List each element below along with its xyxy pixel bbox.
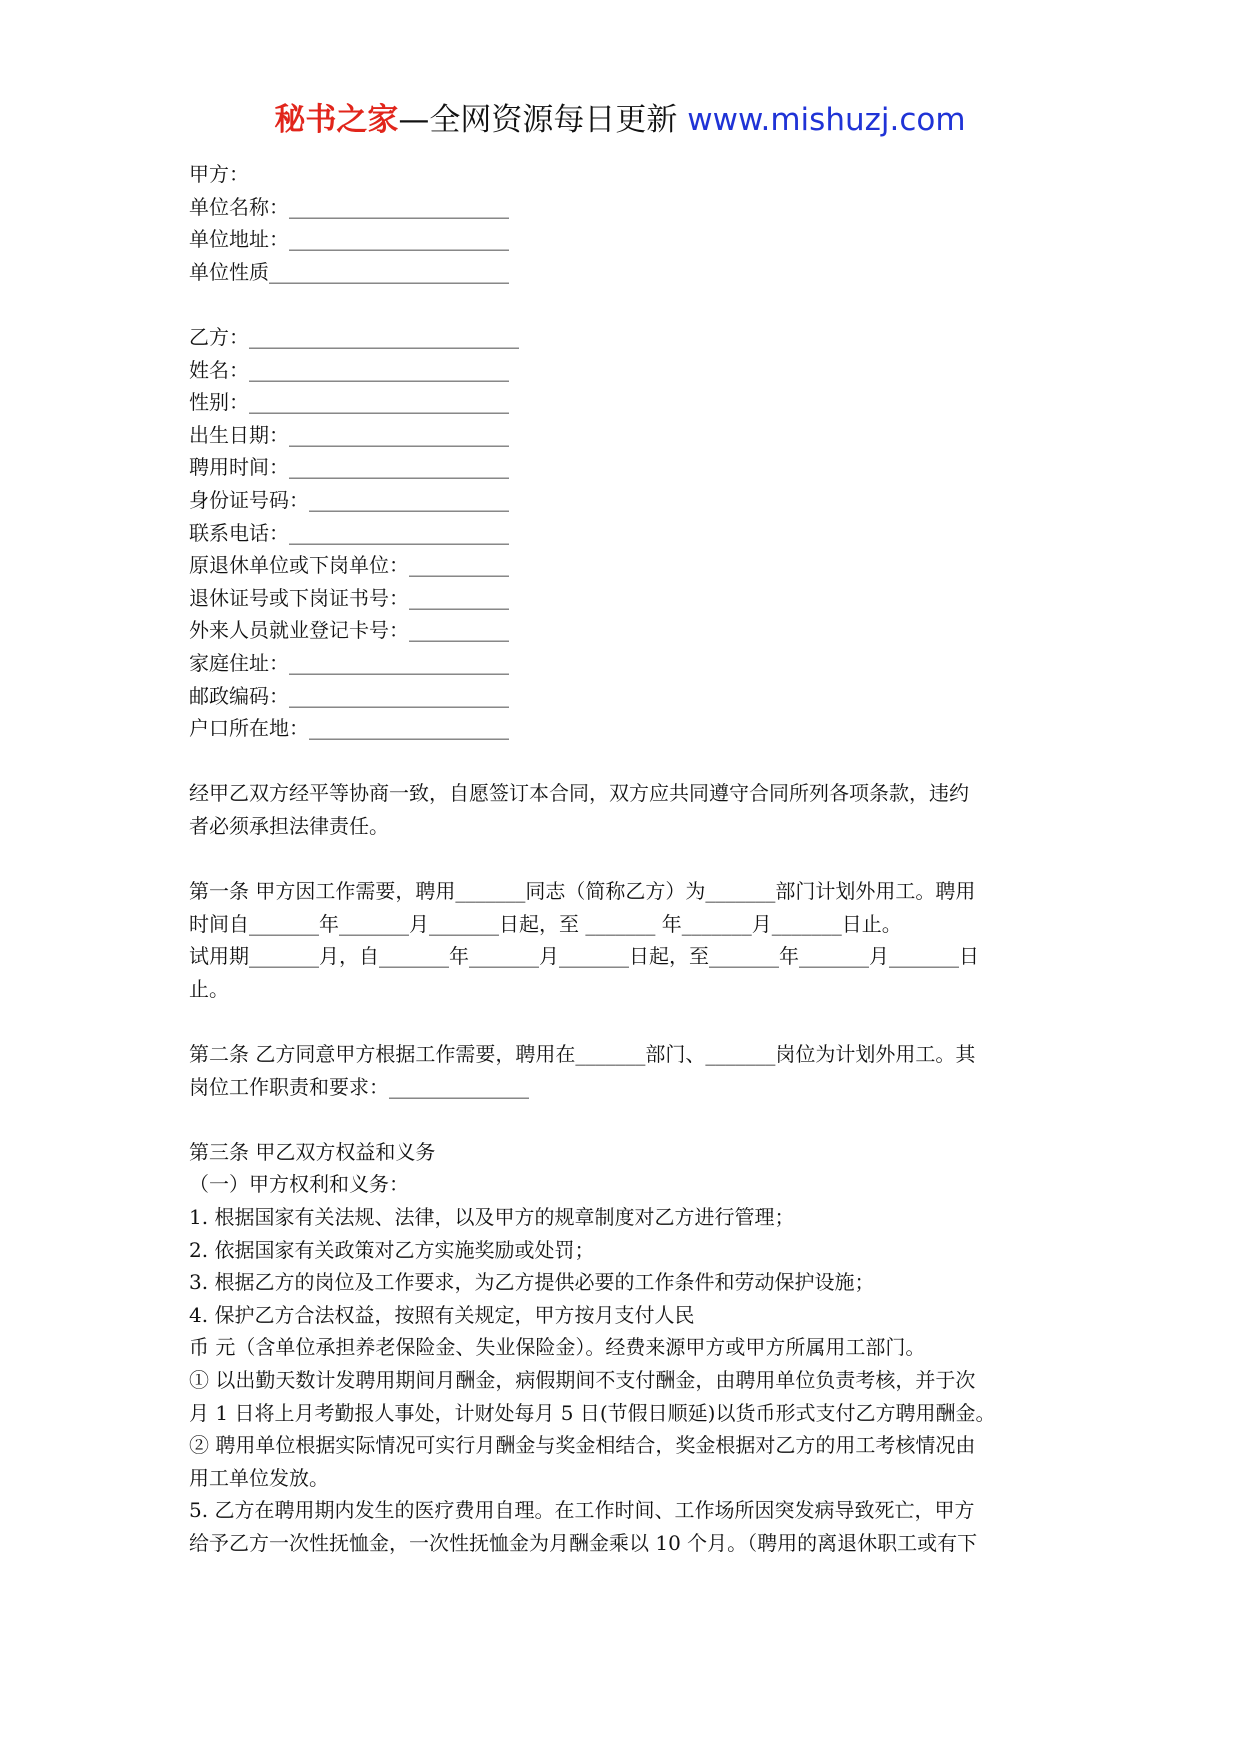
party-b-field-hire-date: 聘用时间：______________________ xyxy=(189,455,509,480)
party-b-field-home-address: 家庭住址：______________________ xyxy=(189,650,509,675)
article3-line: 1. 根据国家有关法规、法律，以及甲方的规章制度对乙方进行管理； xyxy=(189,1205,795,1229)
party-b-field-retire-cert: 退休证号或下岗证书号：__________ xyxy=(189,585,509,610)
spacer xyxy=(189,1103,1069,1136)
article3-line: 4. 保护乙方合法权益，按照有关规定，甲方按月支付人民 xyxy=(189,1302,695,1327)
party-b-field-hukou: 户口所在地：____________________ xyxy=(189,716,509,741)
party-b-field-employment-card: 外来人员就业登记卡号：__________ xyxy=(189,618,509,643)
party-a-heading: 甲方： xyxy=(189,162,249,186)
article1-line: 试用期_______月，自_______年_______月_______日起，至_______年_______月_______日 xyxy=(189,944,979,969)
contract-body xyxy=(189,158,1069,1560)
article2-line: 岗位工作职责和要求：______________ xyxy=(189,1074,529,1099)
article1-line: 时间自_______年_______月_______日起，至 _______ 年_______月_______日止。 xyxy=(189,911,902,936)
party-b-field-phone: 联系电话：______________________ xyxy=(189,520,509,545)
article1-line: 第一条 甲方因工作需要，聘用_______同志（简称乙方）为_______部门计划外用工。聘用 xyxy=(189,879,976,904)
article3-line: 给予乙方一次性抚恤金，一次性抚恤金为月酬金乘以 10 个月。（聘用的离退休职工或有下 xyxy=(189,1530,978,1555)
spacer xyxy=(189,745,1069,778)
article3-line: 5. 乙方在聘用期内发生的医疗费用自理。在工作时间、工作场所因突发病导致死亡，甲方 xyxy=(189,1498,975,1523)
party-b-field-id-number: 身份证号码：____________________ xyxy=(189,487,509,512)
article3-line: 3. 根据乙方的岗位及工作要求，为乙方提供必要的工作条件和劳动保护设施； xyxy=(189,1270,875,1295)
intro-line: 者必须承担法律责任。 xyxy=(189,813,389,838)
party-b-field-name: 姓名：__________________________ xyxy=(189,357,509,382)
article1-line: 止。 xyxy=(189,976,229,1001)
spacer xyxy=(189,288,1069,321)
site-tagline: —全网资源每日更新 xyxy=(398,102,678,138)
party-b-field-postcode: 邮政编码：______________________ xyxy=(189,683,509,708)
article3-line: ② 聘用单位根据实际情况可实行月酬金与奖金相结合，奖金根据对乙方的用工考核情况由 xyxy=(189,1433,976,1458)
site-header xyxy=(0,100,1240,140)
site-url[interactable]: www.mishuzj.com xyxy=(687,102,966,138)
article2-line: 第二条 乙方同意甲方根据工作需要，聘用在_______部门、_______岗位为计划外用工。其 xyxy=(189,1042,976,1067)
party-a-field-name: 单位名称：______________________ xyxy=(189,194,509,219)
spacer xyxy=(189,842,1069,875)
party-b-heading: 乙方：___________________________ xyxy=(189,324,519,349)
article3-line: 用工单位发放。 xyxy=(189,1465,329,1490)
article3-heading: 第三条 甲乙双方权益和义务 xyxy=(189,1139,436,1164)
spacer xyxy=(189,1005,1069,1038)
intro-line: 经甲乙双方经平等协商一致，自愿签订本合同，双方应共同遵守合同所列各项条款，违约 xyxy=(189,781,969,806)
site-brand: 秘书之家 xyxy=(274,102,399,138)
party-b-field-former-unit: 原退休单位或下岗单位：__________ xyxy=(189,553,509,578)
party-b-field-gender: 性别：__________________________ xyxy=(189,390,509,415)
article3-line: 月 1 日将上月考勤报人事处，计财处每月 5 日(节假日顺延)以货币形式支付乙方聘用酬金。 xyxy=(189,1400,996,1425)
party-a-field-nature: 单位性质________________________ xyxy=(189,259,509,284)
article3-line: 2. 依据国家有关政策对乙方实施奖励或处罚； xyxy=(189,1237,595,1262)
article3-subheading: （一）甲方权利和义务： xyxy=(189,1172,409,1197)
article3-line: 币 元（含单位承担养老保险金、失业保险金）。经费来源甲方或甲方所属用工部门。 xyxy=(189,1335,926,1360)
party-a-field-address: 单位地址：______________________ xyxy=(189,227,509,252)
article3-line: ① 以出勤天数计发聘用期间月酬金，病假期间不支付酬金，由聘用单位负责考核，并于次 xyxy=(189,1367,976,1392)
party-b-field-birthdate: 出生日期：______________________ xyxy=(189,422,509,447)
